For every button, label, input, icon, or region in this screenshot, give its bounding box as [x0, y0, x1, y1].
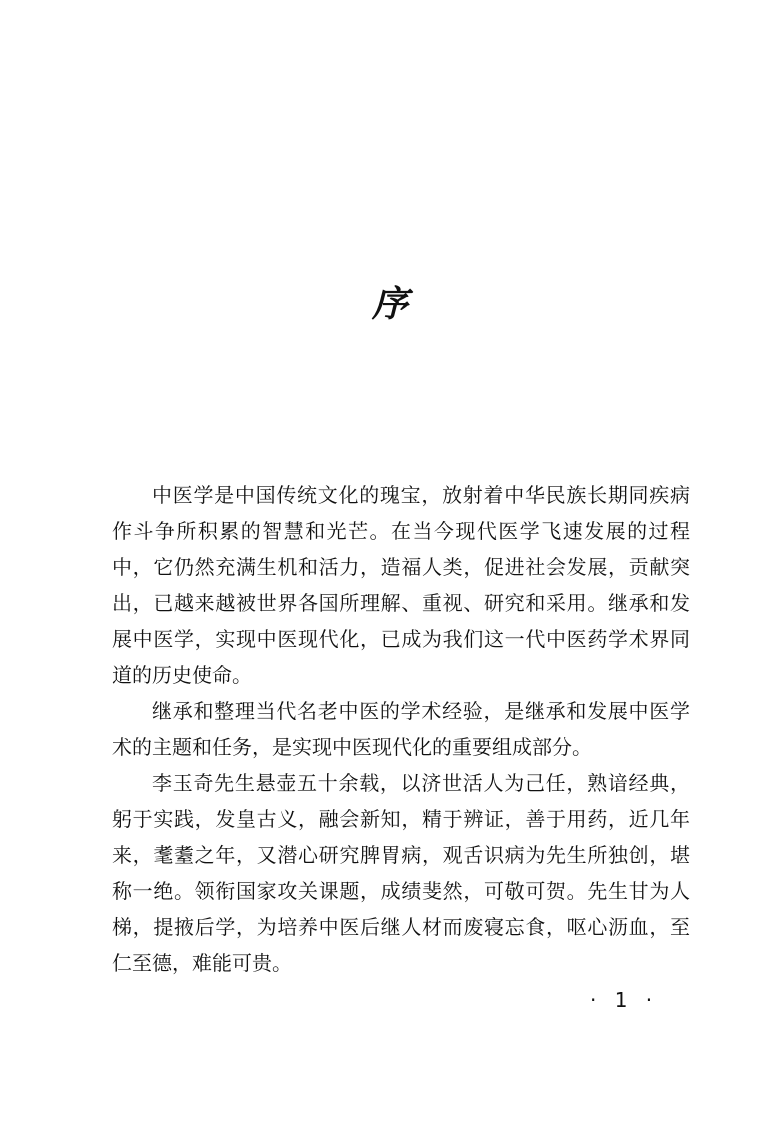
text-line: 术的主题和任务，是实现中医现代化的重要组成部分。: [112, 735, 592, 759]
text-line: 展中医学，实现中医现代化，已成为我们这一代中医药学术界同: [112, 627, 690, 651]
text-line: 仁至德，难能可贵。: [112, 951, 292, 975]
text-line: 躬于实践，发皇古义，融会新知，精于辨证，善于用药，近几年: [112, 807, 690, 831]
preface-title: 序: [371, 283, 408, 325]
text-line: 李玉奇先生悬壶五十余载，以济世活人为己任，熟谙经典，: [152, 771, 690, 795]
text-line: 中，它仍然充满生机和活力，造福人类，促进社会发展，贡献突: [112, 555, 690, 579]
text-line: 称一绝。领衔国家攻关课题，成绩斐然，可敬可贺。先生甘为人: [112, 879, 690, 903]
text-line: 继承和整理当代名老中医的学术经验，是继承和发展中医学: [152, 699, 690, 723]
page-number: · 1 ·: [590, 988, 659, 1012]
text-line: 作斗争所积累的智慧和光芒。在当今现代医学飞速发展的过程: [112, 519, 690, 543]
text-line: 梯，提掖后学，为培养中医后继人材而废寝忘食，呕心沥血，至: [112, 915, 690, 939]
text-line: 出，已越来越被世界各国所理解、重视、研究和采用。继承和发: [112, 591, 690, 615]
preface-body: [112, 477, 690, 981]
text-line: 道的历史使命。: [112, 663, 252, 687]
text-line: 来，耄耋之年，又潜心研究脾胃病，观舌识病为先生所独创，堪: [112, 843, 690, 867]
text-line: 中医学是中国传统文化的瑰宝，放射着中华民族长期同疾病: [152, 483, 690, 507]
